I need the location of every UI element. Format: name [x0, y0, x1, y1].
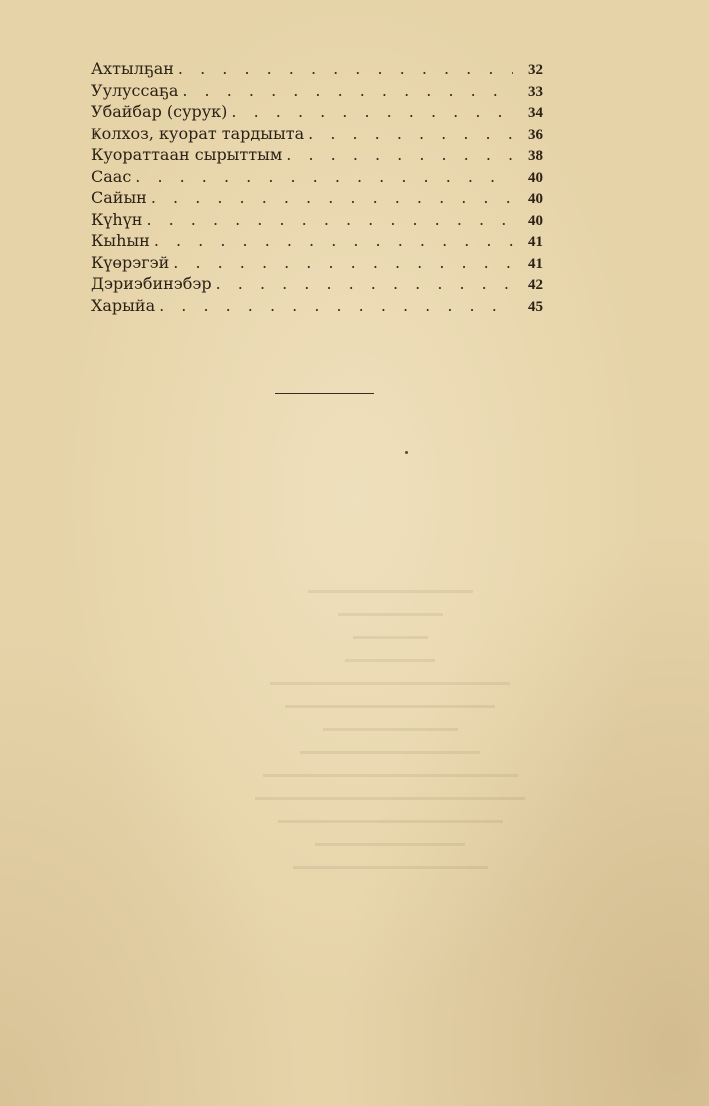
toc-entry[interactable]	[91, 123, 543, 145]
dot-leader	[286, 144, 513, 166]
table-of-contents	[91, 58, 543, 316]
dot-leader	[154, 230, 513, 252]
toc-entry-page: 40	[528, 169, 543, 186]
toc-entry[interactable]	[91, 187, 543, 209]
toc-entry[interactable]	[91, 101, 543, 123]
toc-entry[interactable]	[91, 295, 543, 317]
dot-leader	[135, 166, 513, 188]
toc-entry-title: Ахтылҕан	[91, 59, 174, 78]
toc-entry-title: Кыһын	[91, 231, 150, 250]
toc-entry-title: Саас	[91, 166, 132, 186]
toc-entry-page: 40	[528, 191, 543, 207]
toc-entry[interactable]	[91, 230, 543, 252]
toc-entry[interactable]	[91, 58, 543, 80]
dot-leader	[216, 273, 513, 295]
end-divider-rule	[275, 393, 374, 394]
toc-entry[interactable]	[91, 252, 543, 274]
toc-entry-page: 41	[528, 234, 543, 250]
dot-leader	[159, 295, 513, 317]
toc-entry-page: 40	[528, 212, 543, 229]
toc-entry-title: Сайын	[91, 188, 147, 207]
toc-entry[interactable]	[91, 273, 543, 295]
toc-entry-page: 34	[528, 105, 543, 121]
toc-entry-title: Күөрэгэй	[91, 252, 170, 272]
dot-leader	[178, 58, 513, 80]
toc-entry-page: 45	[528, 298, 543, 315]
ink-speck	[405, 451, 408, 454]
toc-entry-page: 32	[528, 62, 543, 78]
toc-entry[interactable]	[91, 80, 543, 102]
dot-leader	[146, 209, 513, 231]
toc-entry[interactable]	[91, 166, 543, 188]
toc-entry-title: Куораттаан сырыттым	[91, 145, 283, 164]
toc-entry-page: 33	[528, 83, 543, 100]
toc-entry-page: 41	[528, 255, 543, 272]
toc-entry-title: Харыйа	[91, 295, 156, 315]
dot-leader	[231, 101, 513, 123]
dot-leader	[173, 252, 513, 274]
toc-entry-page: 42	[528, 277, 543, 293]
dot-leader	[182, 80, 513, 102]
toc-entry[interactable]	[91, 144, 543, 166]
toc-entry-title: Уулуссаҕа	[91, 80, 179, 100]
show-through-bleed	[240, 590, 540, 1020]
toc-entry-title: Ҝолхоз, куорат тардыыта	[91, 123, 305, 143]
toc-entry-page: 36	[528, 126, 543, 143]
toc-entry[interactable]	[91, 209, 543, 231]
toc-entry-page: 38	[528, 148, 543, 164]
dot-leader	[151, 187, 513, 209]
toc-entry-title: Күһүн	[91, 209, 143, 229]
dot-leader	[308, 123, 513, 145]
toc-entry-title: Убайбар (сурук)	[91, 102, 228, 121]
toc-entry-title: Дэриэбинэбэр	[91, 274, 212, 293]
